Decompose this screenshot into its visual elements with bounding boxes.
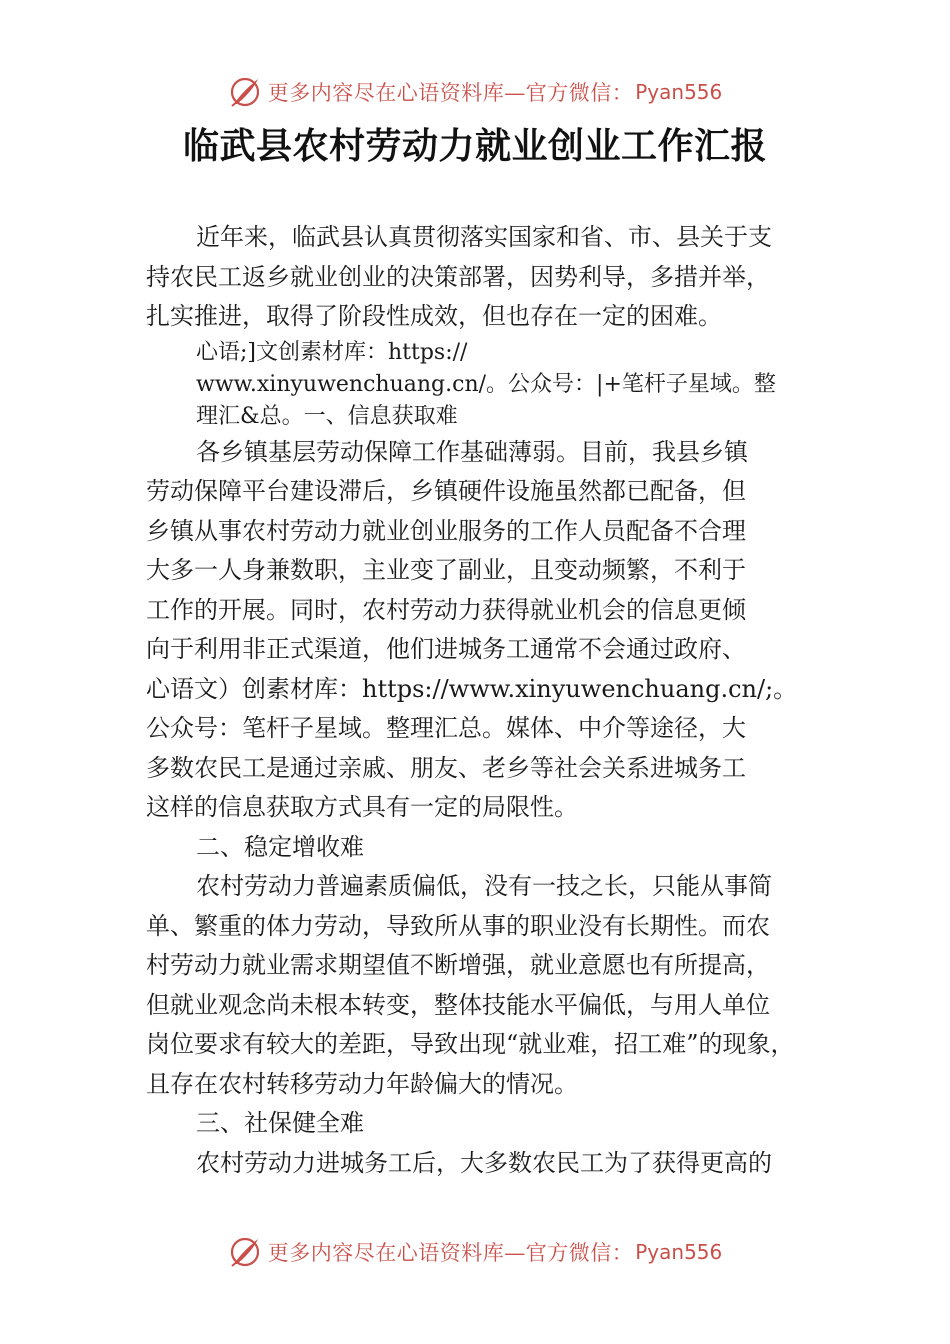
text-line: 单、繁重的体力劳动，导致所从事的职业没有长期性。而农 xyxy=(146,911,770,940)
watermark-banner-bottom xyxy=(0,1232,950,1272)
text-line: 扎实推进，取得了阶段性成效，但也存在一定的困难。 xyxy=(146,302,722,330)
text-line: 且存在农村转移劳动力年龄偏大的情况。 xyxy=(146,1069,578,1098)
text-line: 心语;]文创素材库：https:// xyxy=(196,339,468,365)
document-body xyxy=(146,218,810,1183)
quill-pen-logo-icon xyxy=(228,75,262,109)
text-line: 心语文）创素材库：https://www.xinyuwenchuang.cn/;。 xyxy=(146,674,798,703)
watermark-text: 更多内容尽在心语资料库—官方微信： xyxy=(267,1241,634,1265)
watermark-wechat-id: Pyan556 xyxy=(635,80,723,104)
text-line: 农村劳动力普遍素质偏低，没有一技之长，只能从事简 xyxy=(196,872,772,900)
watermark-wechat-id: Pyan556 xyxy=(635,1240,723,1264)
section-heading: 二、稳定增收难 xyxy=(196,832,364,861)
text-line: 理汇&总。一、信息获取难 xyxy=(196,403,458,429)
text-line: 农村劳动力进城务工后，大多数农民工为了获得更高的 xyxy=(196,1148,772,1177)
text-line: 公众号：笔杆子星域。整理汇总。媒体、中介等途径，大 xyxy=(146,714,746,742)
text-line: www.xinyuwenchuang.cn/。公众号：|+笔杆子星域。整 xyxy=(196,371,776,397)
text-line: 持农民工返乡就业创业的决策部署，因势利导，多措并举， xyxy=(146,262,770,291)
text-line: 劳动保障平台建设滞后，乡镇硬件设施虽然都已配备，但 xyxy=(146,477,746,505)
text-line: 多数农民工是通过亲戚、朋友、老乡等社会关系进城务工 xyxy=(146,753,746,782)
watermark-banner-top xyxy=(0,72,950,112)
text-line: 各乡镇基层劳动保障工作基础薄弱。目前，我县乡镇 xyxy=(196,437,748,466)
text-line: 向于利用非正式渠道，他们进城务工通常不会通过政府、 xyxy=(146,635,746,663)
text-line: 这样的信息获取方式具有一定的局限性。 xyxy=(146,793,578,821)
text-line: 乡镇从事农村劳动力就业创业服务的工作人员配备不合理 xyxy=(146,516,746,545)
text-line: 但就业观念尚未根本转变，整体技能水平偏低，与用人单位 xyxy=(146,990,770,1019)
text-line: 岗位要求有较大的差距，导致出现“就业难，招工难”的现象， xyxy=(146,1030,795,1058)
watermark-text: 更多内容尽在心语资料库—官方微信： xyxy=(267,81,634,105)
section-heading: 三、社保健全难 xyxy=(196,1109,364,1137)
text-line: 工作的开展。同时，农村劳动力获得就业机会的信息更倾 xyxy=(146,595,746,624)
quill-pen-logo-icon xyxy=(228,1235,262,1269)
text-line: 大多一人身兼数职，主业变了副业，且变动频繁，不利于 xyxy=(146,556,746,584)
document-title: 临武县农村劳动力就业创业工作汇报 xyxy=(182,126,767,167)
text-line: 近年来，临武县认真贯彻落实国家和省、市、县关于支 xyxy=(196,223,772,251)
text-line: 村劳动力就业需求期望值不断增强，就业意愿也有所提高， xyxy=(146,951,770,979)
